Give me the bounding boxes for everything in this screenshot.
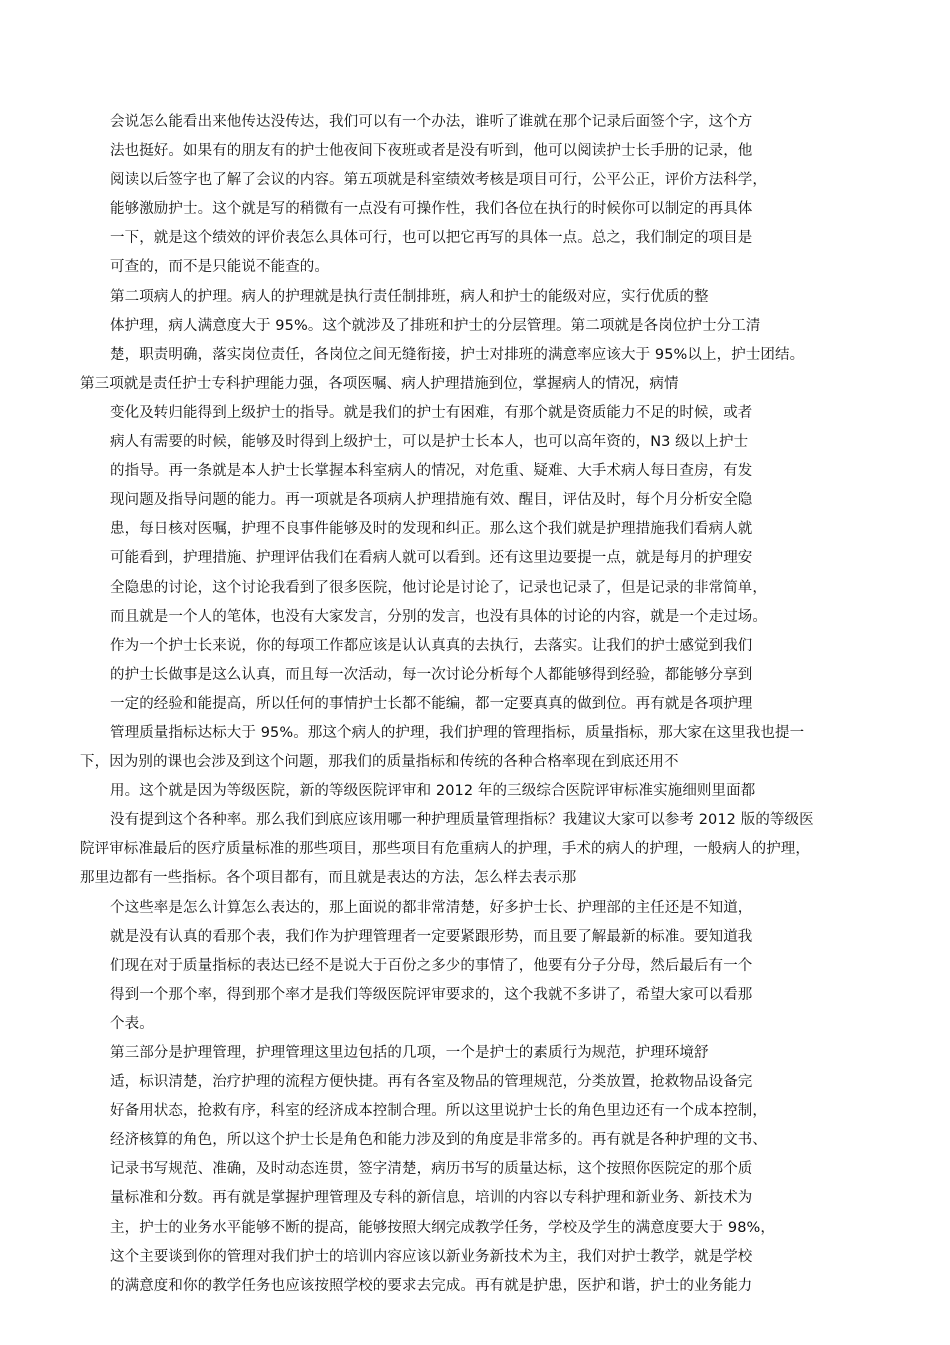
text-line: 个表。 xyxy=(110,1015,154,1032)
text-line: 那里边都有一些指标。各个项目都有，而且就是表达的方法，怎么样去表示那 xyxy=(80,870,577,887)
text-line: 院评审标准最后的医疗质量标准的那些项目，那些项目有危重病人的护理，手术的病人的护理，一般病人的护理， xyxy=(80,841,810,858)
text-line: 一定的经验和能提高，所以任何的事情护士长都不能编，都一定要真真的做到位。再有就是各项护理 xyxy=(110,695,753,712)
text-line: 能够激励护士。这个就是写的稍微有一点没有可操作性，我们各位在执行的时候你可以制定的再具体 xyxy=(110,201,753,218)
text-line: 的护士长做事是这么认真，而且每一次活动，每一次讨论分析每个人都能够得到经验，都能够分享到 xyxy=(110,666,753,683)
text-line: 的指导。再一条就是本人护士长掌握本科室病人的情况，对危重、疑难、大手术病人每日查房，有发 xyxy=(110,463,753,480)
text-line: 的满意度和你的教学任务也应该按照学校的要求去完成。再有就是护患，医护和谐，护士的业务能力 xyxy=(110,1277,753,1294)
text-line: 阅读以后签字也了解了会议的内容。第五项就是科室绩效考核是项目可行，公平公正，评价方法科学， xyxy=(110,172,767,189)
text-line: 一下，就是这个绩效的评价表怎么具体可行，也可以把它再写的具体一点。总之，我们制定的项目是 xyxy=(110,230,753,247)
text-line: 下，因为别的课也会涉及到这个问题，那我们的质量指标和传统的各种合格率现在到底还用不 xyxy=(80,754,679,771)
text-line: 患，每日核对医嘱，护理不良事件能够及时的发现和纠正。那么这个我们就是护理措施我们看病人就 xyxy=(110,521,753,538)
text-line: 记录书写规范、准确，及时动态连贯，签字清楚，病历书写的质量达标，这个按照你医院定的那个质 xyxy=(110,1161,753,1178)
text-line: 个这些率是怎么计算怎么表达的，那上面说的都非常清楚，好多护士长、护理部的主任还是不知道， xyxy=(110,899,753,916)
text-line: 经济核算的角色，所以这个护士长是角色和能力涉及到的角度是非常多的。再有就是各种护理的文书、 xyxy=(110,1132,767,1149)
text-line: 得到一个那个率，得到那个率才是我们等级医院评审要求的，这个我就不多讲了，希望大家可以看那 xyxy=(110,986,753,1003)
text-line: 全隐患的讨论，这个讨论我看到了很多医院，他讨论是讨论了，记录也记录了，但是记录的非常简单， xyxy=(110,579,767,596)
body-text xyxy=(0,108,950,1301)
text-line: 没有提到这个各种率。那么我们到底应该用哪一种护理质量管理指标？我建议大家可以参考 2012 版的等级医 xyxy=(110,812,814,829)
text-line: 量标准和分数。再有就是掌握护理管理及专科的新信息，培训的内容以专科护理和新业务、新技术为 xyxy=(110,1190,753,1207)
text-line: 第二项病人的护理。病人的护理就是执行责任制排班，病人和护士的能级对应，实行优质的整 xyxy=(110,288,709,305)
text-line: 用。这个就是因为等级医院，新的等级医院评审和 2012 年的三级综合医院评审标准实施细则里面都 xyxy=(110,783,756,800)
text-line: 主，护士的业务水平能够不断的提高，能够按照大纲完成教学任务，学校及学生的满意度要大于 98%， xyxy=(110,1219,776,1236)
text-line: 病人有需要的时候，能够及时得到上级护士，可以是护士长本人，也可以高年资的，N3 级以上护士 xyxy=(110,434,749,451)
text-line: 们现在对于质量指标的表达已经不是说大于百份之多少的事情了，他要有分子分母，然后最后有一个 xyxy=(110,957,753,974)
text-line: 就是没有认真的看那个表，我们作为护理管理者一定要紧跟形势，而且要了解最新的标准。要知道我 xyxy=(110,928,753,945)
text-line: 会说怎么能看出来他传达没传达，我们可以有一个办法，谁听了谁就在那个记录后面签个字，这个方 xyxy=(110,114,753,130)
text-line: 体护理，病人满意度大于 95%。这个就涉及了排班和护士的分层管理。第二项就是各岗位护士分工清 xyxy=(110,317,761,334)
text-line: 而且就是一个人的笔体，也没有大家发言，分别的发言，也没有具体的讨论的内容，就是一个走过场。 xyxy=(110,608,767,625)
text-line: 适，标识清楚，治疗护理的流程方便快捷。再有各室及物品的管理规范，分类放置，抢救物品设备完 xyxy=(110,1074,753,1091)
text-line: 作为一个护士长来说，你的每项工作都应该是认认真真的去执行，去落实。让我们的护士感觉到我们 xyxy=(110,637,753,654)
text-line: 变化及转归能得到上级护士的指导。就是我们的护士有困难，有那个就是资质能力不足的时候，或者 xyxy=(110,404,753,421)
text-line: 第三部分是护理管理，护理管理这里边包括的几项，一个是护士的素质行为规范，护理环境舒 xyxy=(110,1045,709,1061)
text-line: 管理质量指标达标大于 95%。那这个病人的护理，我们护理的管理指标，质量指标，那大家在这里我也提一 xyxy=(110,724,805,741)
text-line: 可能看到，护理措施、护理评估我们在看病人就可以看到。还有这里边要提一点，就是每月的护理安 xyxy=(110,550,753,567)
text-line: 第三项就是责任护士专科护理能力强，各项医嘱、病人护理措施到位，掌握病人的情况，病情 xyxy=(80,375,679,392)
text-line: 现问题及指导问题的能力。再一项就是各项病人护理措施有效、醒目，评估及时，每个月分析安全隐 xyxy=(110,492,753,509)
text-line: 楚，职责明确，落实岗位责任，各岗位之间无缝衔接，护士对排班的满意率应该大于 95%以上，护士团结。 xyxy=(110,346,805,363)
text-line: 好备用状态，抢救有序，科室的经济成本控制合理。所以这里说护士长的角色里边还有一个成本控制， xyxy=(110,1103,767,1120)
text-line: 法也挺好。如果有的朋友有的护士他夜间下夜班或者是没有听到，他可以阅读护士长手册的记录，他 xyxy=(110,143,753,160)
text-line: 这个主要谈到你的管理对我们护士的培训内容应该以新业务新技术为主，我们对护士教学，就是学校 xyxy=(110,1248,753,1265)
text-line: 可查的，而不是只能说不能查的。 xyxy=(110,259,329,276)
